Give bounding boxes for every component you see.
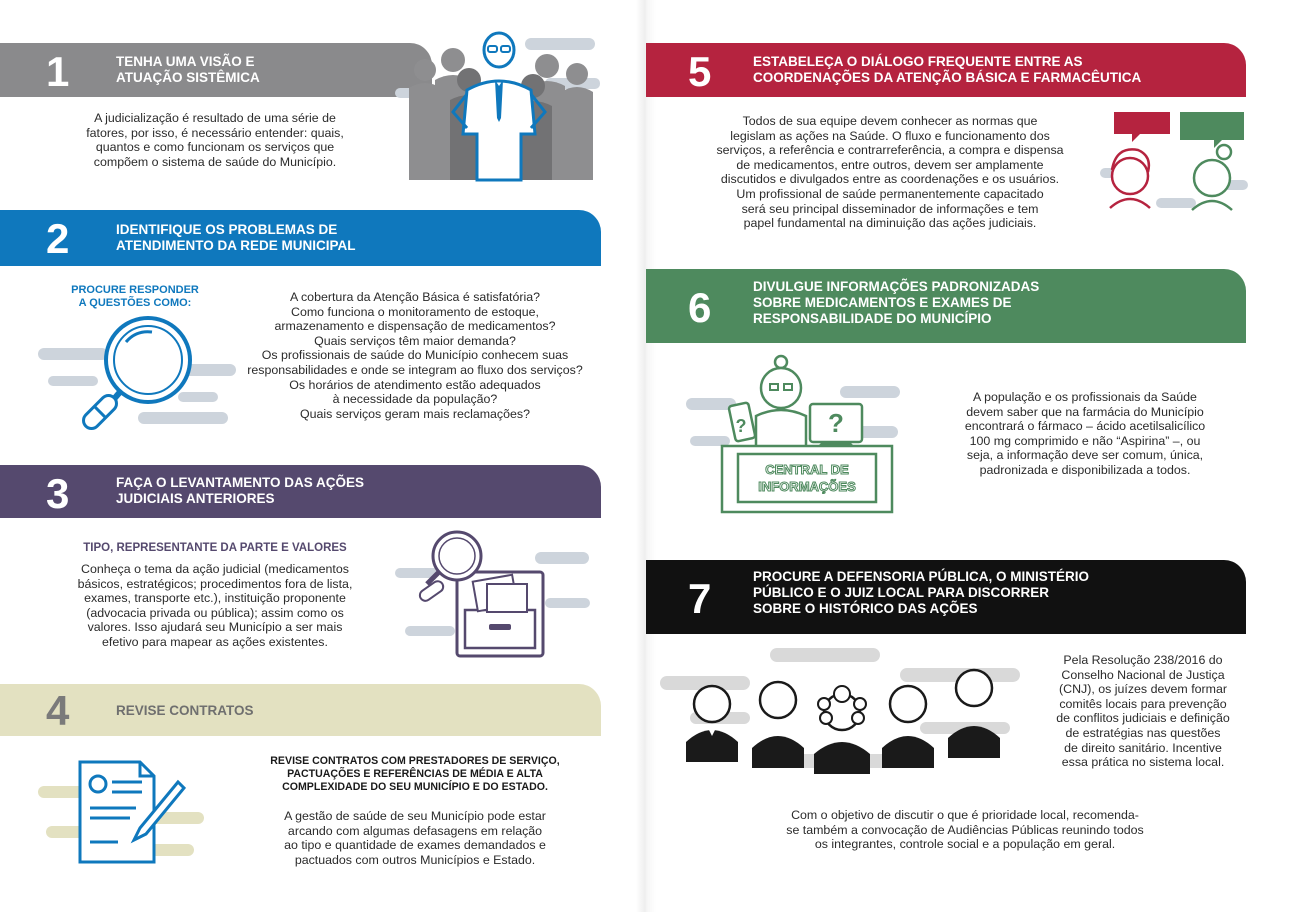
section-5-title-line1: ESTABELEÇA O DIÁLOGO FREQUENTE ENTRE AS [753,54,1083,69]
section-1-body [55,111,375,169]
section-2-question: Os profissionais de saúde do Município conhecem suas [261,348,569,363]
section-7-body-line: de estratégias nas questões [1065,725,1221,740]
section-4-body-line: pactuados com outros Municípios e Estado. [294,852,536,867]
section-2-title-line1: IDENTIFIQUE OS PROBLEMAS DE [116,222,338,237]
section-7-closing-line: se também a convocação de Audiências Públicas reunindo todos [786,822,1144,837]
screen-question-mark: ? [828,408,844,438]
section-5-header [646,43,1246,97]
section-4-subtitle-line: COMPLEXIDADE DO SEU MUNICÍPIO E DO ESTADO. [282,781,548,793]
section-6-body [935,390,1235,478]
section-3-title [116,475,364,507]
section-2-question: Como funciona o monitoramento de estoque, [291,304,539,319]
magnifier-pill-illustration [38,312,238,437]
section-4-subtitle-line: REVISE CONTRATOS COM PRESTADORES DE SERVIÇO, [270,755,560,767]
section-7-body-line: de conflitos judiciais e definição [1056,711,1230,726]
section-2-title [116,222,356,254]
section-5-body [690,114,1090,231]
section-1-body-line: fatores, por isso, é necessário entender: quais, [86,125,344,140]
section-1-number: 1 [46,48,70,95]
section-4-body-line: ao tipo e quantidade de exames demandados e [284,838,546,853]
desk-sign-line1: CENTRAL DE [765,462,849,477]
section-4-header [0,684,601,736]
section-2-question: responsabilidades e onde se integram ao fluxo dos serviços? [247,362,583,377]
section-4-subtitle-line: PACTUAÇÕES E REFERÊNCIAS DE MÉDIA E ALTA [287,768,543,780]
section-3-number: 3 [46,470,70,517]
section-3-body-line: exames, transporte etc.), instituição proponente [84,591,346,606]
section-7-closing [740,808,1190,852]
section-2-number: 2 [46,215,70,262]
section-3-body-line: básicos, estratégicos; procedimentos fora de lista, [77,576,353,591]
section-6-title [753,279,1039,327]
section-2-body [225,290,605,421]
section-7-body-line: Conselho Nacional de Justiça [1061,667,1225,682]
section-2-question: Os horários de atendimento estão adequados [289,377,541,392]
section-5-number: 5 [688,48,712,95]
section-2-question: à necessidade da população? [332,392,498,407]
section-2-question: armazenamento e dispensação de medicamentos? [274,319,556,334]
section-6-title-line1: DIVULGUE INFORMAÇÕES PADRONIZADAS [753,279,1040,294]
contract-document-illustration [38,752,208,864]
section-1-title-line1: TENHA UMA VISÃO E [116,54,255,69]
section-7-header [646,560,1246,634]
section-7-title-line1: PROCURE A DEFENSORIA PÚBLICA, O MINISTÉRIO [753,569,1090,584]
dialogue-women-illustration [1100,108,1250,218]
section-3-body-line: valores. Isso ajudará seu Município a ser mais [87,620,343,635]
section-1-title [116,54,260,86]
section-1-body-line: A judicialização é resultado de uma série de [94,111,336,125]
section-6-body-line: A população e os profissionais da Saúde [973,390,1197,404]
section-6-body-line: encontrará o fármaco – ácido acetilsalicílico [964,419,1206,434]
section-7-number: 7 [688,575,712,622]
section-5-body-line: serviços, a referência e contrarreferência, a compra e dispensa [716,143,1064,158]
section-3-body-line: efetivo para mapear as ações existentes. [102,634,328,649]
section-2-prompt [55,284,215,310]
section-6-title-line3: RESPONSABILIDADE DO MUNICÍPIO [753,311,992,326]
section-1-body-line: compõem o sistema de saúde do Município. [93,154,337,169]
section-5-body-line: discutidos e divulgados entre as coordenações e os usuários. [720,172,1060,187]
section-1-header [0,43,432,97]
section-2-prompt-line1: PROCURE RESPONDER [71,284,199,296]
section-5-body-line: Um profissional de saúde permanentemente capacitado [736,186,1044,201]
section-6-body-line: devem saber que na farmácia do Município [966,404,1204,419]
judges-and-lawyers-illustration [660,642,1035,782]
section-7-closing-line: Com o objetivo de discutir o que é prioridade local, recomenda- [791,808,1139,822]
section-5-body-line: legislam as ações na Saúde. O fluxo e funcionamento dos [730,128,1050,143]
section-7-body-line: essa prática no sistema local. [1061,755,1225,770]
section-4-number: 4 [46,687,70,734]
section-7-body-line: de direito sanitário. Incentive [1064,740,1222,755]
section-7-closing-line: os integrantes, controle social e a população em geral. [814,837,1116,852]
section-6-header [646,269,1246,343]
section-3-subtitle: TIPO, REPRESENTANTE DA PARTE E VALORES [83,542,347,554]
information-desk-illustration [686,352,906,517]
section-7-body-line: comitês locais para prevenção [1059,696,1227,711]
section-6-body-line: seja, a informação deve ser comum, única, [966,448,1204,463]
section-6-body-line: padronizada e disponibilizada a todos. [979,462,1191,477]
section-5-title [753,54,1141,86]
section-7-title [753,569,1089,617]
section-4-title: REVISE CONTRATOS [116,703,254,718]
section-1-body-line: quantos e como funcionam os serviços que [95,140,335,155]
crowd-with-manager-illustration [395,28,600,190]
section-6-title-line2: SOBRE MEDICAMENTOS E EXAMES DE [753,295,1012,310]
section-2-question: A cobertura da Atenção Básica é satisfatória? [289,290,541,304]
section-4-body-line: A gestão de saúde de seu Município pode estar [284,809,546,823]
section-2-question: Quais serviços geram mais reclamações? [300,406,530,421]
section-2-title-line2: ATENDIMENTO DA REDE MUNICIPAL [116,238,356,253]
section-5-body-line: Todos de sua equipe devem conhecer as normas que [742,114,1038,128]
section-4-body [250,809,580,867]
section-5-body-line: será seu principal disseminador de informações e tem [741,201,1039,216]
section-6-body-line: 100 mg comprimido e não “Aspirina” –, ou [969,433,1201,448]
section-2-question: Quais serviços têm maior demanda? [314,333,516,348]
section-2-header [0,210,601,266]
section-3-body [55,562,375,650]
section-7-body [1038,653,1248,770]
section-5-body-line: de medicamentos, entre outros, devem ser amplamente [736,157,1044,172]
section-7-body-line: (CNJ), os juízes devem formar [1059,682,1227,697]
section-2-prompt-line2: A QUESTÕES COMO: [78,297,192,309]
section-3-title-line2: JUDICIAIS ANTERIORES [116,491,275,506]
section-5-body-line: papel fundamental na diminuição das ações judiciais. [743,216,1037,231]
section-6-number: 6 [688,284,712,331]
desk-sign-line2: INFORMAÇÕES [758,479,856,494]
section-7-title-line3: SOBRE O HISTÓRICO DAS AÇÕES [753,601,978,616]
section-5-title-line2: COORDENAÇÕES DA ATENÇÃO BÁSICA E FARMACÊUTICA [753,70,1142,85]
phone-question-mark: ? [735,416,747,436]
section-7-title-line2: PÚBLICO E O JUIZ LOCAL PARA DISCORRER [753,585,1050,600]
section-4-subtitle [240,755,590,794]
section-4-body-line: arcando com algumas defasagens em relação [287,823,543,838]
section-3-body-line: Conheça o tema da ação judicial (medicamentos [81,562,349,576]
section-3-title-line1: FAÇA O LEVANTAMENTO DAS AÇÕES [116,475,365,490]
section-1-title-line2: ATUAÇÃO SISTÊMICA [116,70,260,85]
section-7-body-line: Pela Resolução 238/2016 do [1063,653,1223,667]
section-3-body-line: (advocacia privada ou pública); assim como os [86,605,344,620]
page-gutter [636,0,656,912]
file-cabinet-magnifier-illustration [395,528,595,658]
section-3-header [0,465,601,518]
